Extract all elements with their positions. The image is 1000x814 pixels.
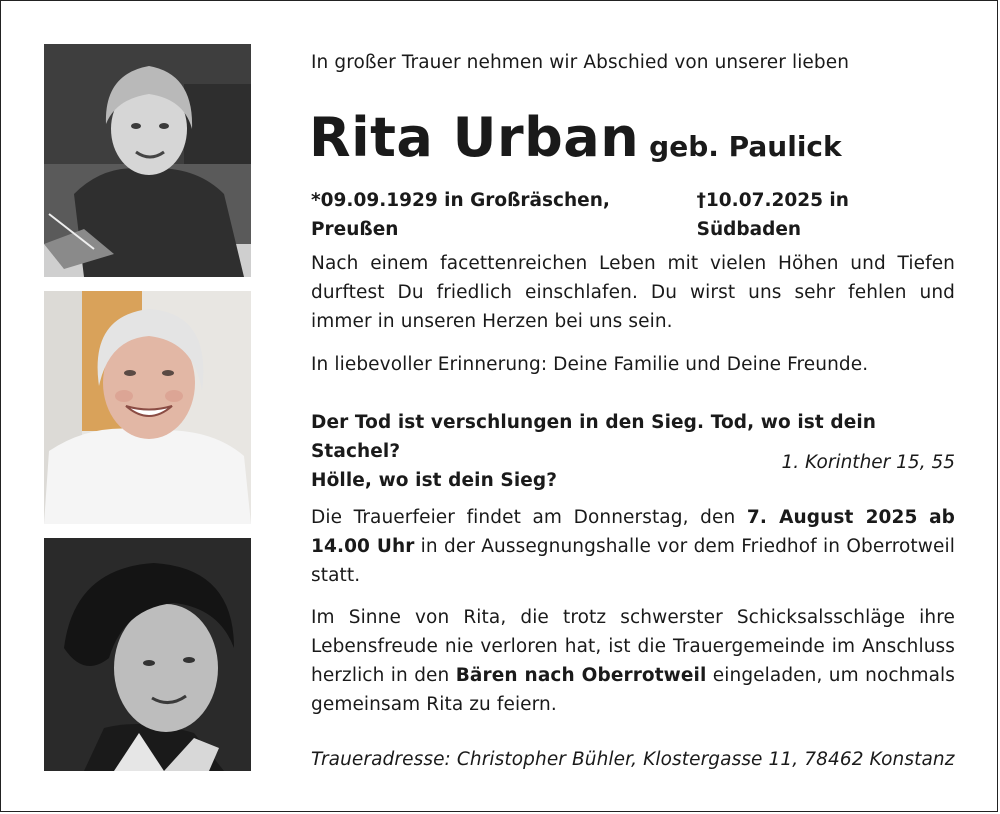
mourning-address: Traueradresse: Christopher Bühler, Klostergasse 11, 78462 Konstanz	[311, 749, 955, 770]
death-date: †10.07.2025 in Südbaden	[696, 190, 849, 240]
gathering-place: Bären nach Oberrotweil	[455, 665, 707, 686]
birth-name: geb. Paulick	[649, 130, 842, 163]
deceased-name	[309, 102, 969, 174]
remembrance-line: In liebevoller Erinnerung: Deine Familie und Deine Freunde.	[311, 354, 869, 375]
gathering-text-before: Im Sinne von Rita, die trotz schwerster Schicksalsschläge ihre Lebensfreude nie verloren hat, ist die Trauergemeinde im Anschluss herzlich in den	[311, 607, 955, 686]
ceremony-text-after: in der Aussegnungshalle vor dem Friedhof in Oberrotweil statt.	[311, 536, 955, 586]
gathering-text-after: eingeladen, um nochmals gemeinsam Rita zu feiern.	[311, 665, 955, 715]
quote-line-1: Der Tod ist verschlungen in den Sieg. Tod, wo ist dein Stachel?	[311, 412, 877, 462]
portrait-elderly-photo	[44, 291, 251, 524]
ceremony-text-before: Die Trauerfeier findet am Donnerstag, den	[311, 507, 747, 528]
quote-reference: 1. Korinther 15, 55	[781, 452, 955, 473]
intro-text: In großer Trauer nehmen wir Abschied von unserer lieben	[311, 52, 850, 73]
birth-date: *09.09.1929 in Großräschen, Preußen	[311, 190, 610, 240]
portrait-young-woman-photo	[44, 538, 251, 771]
ceremony-time: ab 14.00 Uhr	[311, 507, 955, 557]
life-dates	[311, 186, 955, 244]
farewell-paragraph: Nach einem facettenreichen Leben mit vielen Höhen und Tiefen durftest Du friedlich einschlafen. Du wirst uns sehr fehlen und immer in unseren Herzen bei uns sein.	[311, 253, 955, 332]
ceremony-date: 7. August 2025	[746, 507, 918, 528]
portrait-child-photo	[44, 44, 251, 277]
ceremony-paragraph	[311, 503, 955, 590]
quote-line-2: Hölle, wo ist dein Sieg?	[311, 470, 558, 491]
full-name: Rita Urban	[309, 106, 640, 169]
gathering-paragraph	[311, 603, 955, 719]
